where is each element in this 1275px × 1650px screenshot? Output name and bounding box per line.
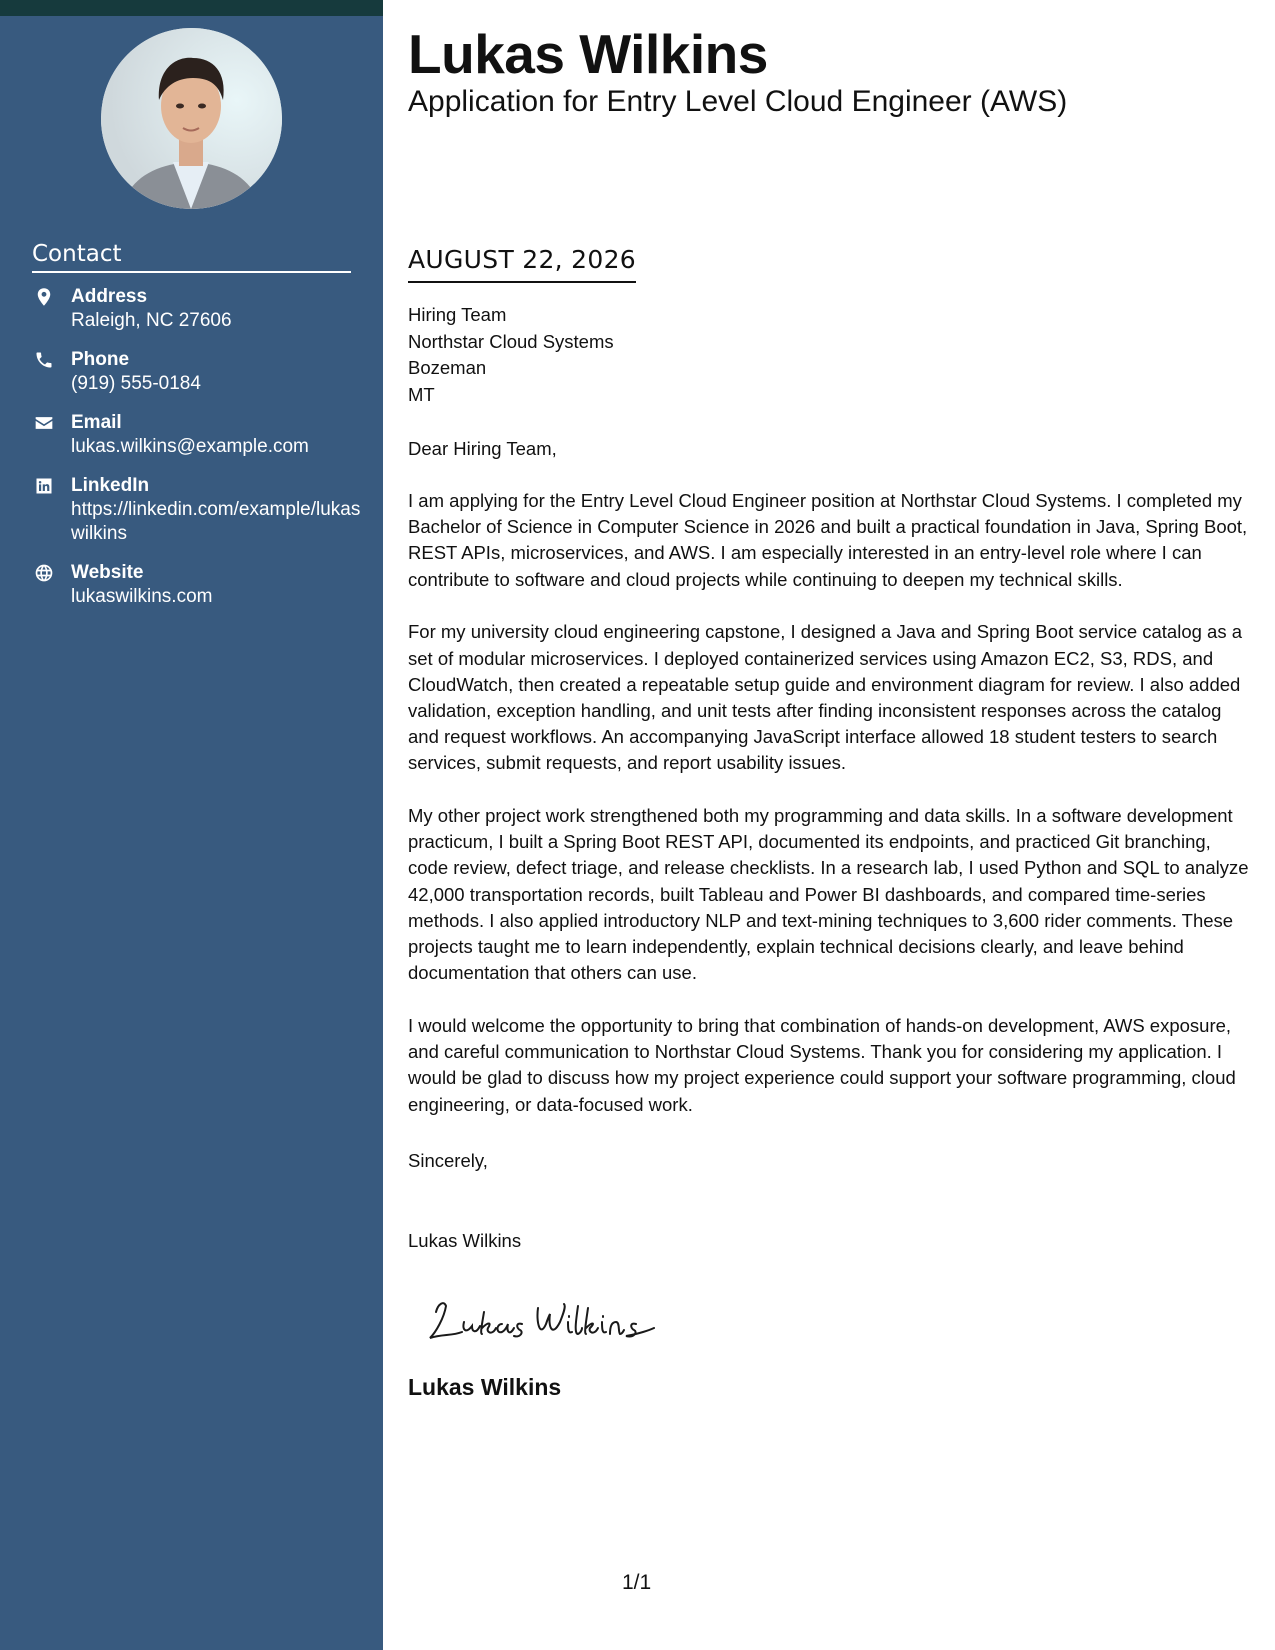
typed-name: Lukas Wilkins: [408, 1230, 522, 1251]
salutation: Dear Hiring Team,: [408, 438, 557, 459]
contact-item-website: [32, 561, 362, 609]
map-pin-icon: [34, 287, 54, 307]
contact-label: Email: [71, 412, 122, 433]
body-paragraph: I am applying for the Entry Level Cloud Engineer position at Northstar Cloud Systems. I completed my Bachelor of Science in Computer Science in 2026 and built a practical foundation in Java, Spring Boot, REST APIs, microservices, and AWS. I am especially interested in an entry-level role where I can contribute to software and cloud projects while continuing to deepen my technical skills.: [408, 490, 1248, 590]
applicant-name: Lukas Wilkins: [408, 23, 768, 85]
recipient-line: Northstar Cloud Systems: [408, 330, 614, 352]
contact-value[interactable]: lukaswilkins.com: [71, 586, 213, 607]
contact-value[interactable]: https://linkedin.com/example/lukaswilkins: [71, 499, 361, 544]
contact-item-phone: [32, 348, 362, 396]
contact-value[interactable]: lukas.wilkins@example.com: [71, 436, 309, 457]
handwritten-signature: [418, 1282, 668, 1352]
recipient-line: Bozeman: [408, 357, 487, 378]
phone-icon: [34, 350, 54, 370]
closing: Sincerely,: [408, 1150, 488, 1171]
contact-label: Address: [71, 286, 148, 307]
recipient-line: Hiring Team: [408, 304, 507, 325]
page-number: 1/1: [622, 1571, 652, 1594]
contact-label: Website: [71, 562, 144, 583]
contact-heading: Contact: [32, 240, 351, 273]
envelope-icon: [34, 413, 54, 433]
contact-item-email: [32, 411, 362, 459]
body-paragraph: For my university cloud engineering capstone, I designed a Java and Spring Boot service catalog as a set of modular microservices. I deployed containerized services using Amazon EC2, S3, RDS, and CloudWatch, then created a repeatable setup guide and environment diagram for review. I also added validation, exception handling, and unit tests after finding inconsistent responses across the catalog and request workflows. An accompanying JavaScript interface allowed 18 student testers to search services, submit requests, and report usability issues.: [408, 621, 1243, 774]
application-title: Application for Entry Level Cloud Engineer (AWS): [408, 85, 1068, 118]
sidebar: [0, 0, 383, 1650]
letter-body: [408, 488, 1253, 1144]
contact-value: (919) 555-0184: [71, 373, 201, 394]
globe-icon: [34, 563, 54, 583]
letter-date: AUGUST 22, 2026: [408, 244, 636, 283]
contact-item-linkedin: [32, 474, 362, 546]
recipient-line: MT: [408, 383, 435, 405]
sidebar-top-band: [0, 0, 383, 16]
profile-photo: [101, 28, 282, 209]
contact-item-address: [32, 285, 362, 333]
contact-value: Raleigh, NC 27606: [71, 310, 232, 331]
contact-label: Phone: [71, 349, 130, 370]
body-paragraph: My other project work strengthened both my programming and data skills. In a software development practicum, I built a Spring Boot REST API, documented its endpoints, and practiced Git branching, code review, defect triage, and release checklists. In a research lab, I used Python and SQL to analyze 42,000 transportation records, built Tableau and Power BI dashboards, and compared time-series methods. I also applied introductory NLP and text-mining techniques to 3,600 rider comments. These projects taught me to learn independently, explain technical decisions clearly, and leave behind documentation that others can use.: [408, 805, 1249, 984]
recipient-block: [408, 302, 614, 408]
signer-name: Lukas Wilkins: [408, 1374, 562, 1400]
linkedin-icon: [34, 476, 54, 496]
contact-list: [32, 285, 362, 624]
contact-label: LinkedIn: [71, 475, 150, 496]
body-paragraph: I would welcome the opportunity to bring that combination of hands-on development, AWS exposure, and careful communication to Northstar Cloud Systems. Thank you for considering my application. I would be glad to discuss how my project experience could support your software programming, cloud engineering, or data-focused work.: [408, 1014, 1236, 1115]
